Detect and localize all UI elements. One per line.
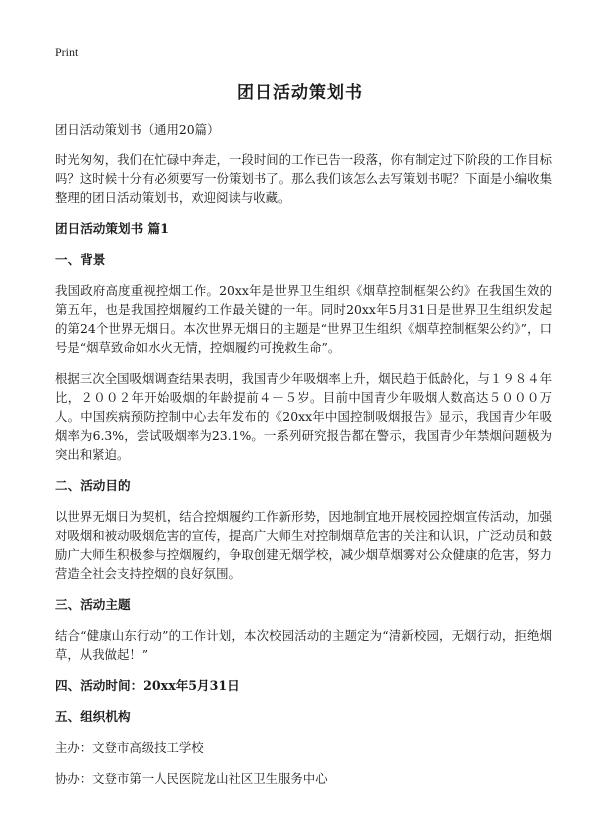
intro-paragraph: 时光匆匆，我们在忙碌中奔走，一段时间的工作已告一段落，你有制定过下阶段的工作目标吗？这时候十分有必须要写一份策划书了。那么我们该怎么去写策划书呢？下面是小编收集整理的团日活动策划书，欢迎阅读与收藏。 — [55, 152, 552, 205]
section-heading-organization: 五、组织机构 — [55, 709, 131, 724]
organization-host: 主办：文登市高级技工学校 — [55, 740, 204, 755]
section-heading-background: 一、背景 — [55, 252, 106, 267]
theme-paragraph: 结合“健康山东行动”的工作计划，本次校园活动的主题定为“清新校园，无烟行动，拒绝烟草，从我做起！” — [55, 628, 552, 662]
print-link[interactable]: Print — [55, 45, 79, 59]
document-subtitle: 团日活动策划书（通用20篇） — [55, 122, 220, 137]
organization-co-host: 协办：文登市第一人民医院龙山社区卫生服务中心 — [55, 771, 328, 786]
document-body — [55, 120, 552, 800]
section-heading-time: 四、活动时间：20xx年5月31日 — [55, 678, 240, 693]
purpose-paragraph: 以世界无烟日为契机，结合控烟履约工作新形势，因地制宜地开展校园控烟宣传活动，加强对吸烟和被动吸烟危害的宣传，提高广大师生对控制烟草危害的关注和认识，广泛动员和鼓励广大师生积极参与控烟履约，争取创建无烟学校，减少烟草烟雾对公众健康的危害，努力营造全社会支持控烟的良好氛围。 — [55, 509, 552, 581]
background-paragraph-2: 根据三次全国吸烟调查结果表明，我国青少年吸烟率上升，烟民趋于低龄化，与１９８４年比，２００２年开始吸烟的年龄提前４－５岁。目前中国青少年吸烟人数高达５０００万人。中国疾病预防控制中心去年发布的《20xx年中国控制吸烟报告》显示，我国青少年吸烟率为6.3%，尝试吸烟率为23.1%。一系列研究报告都在警示，我国青少年禁烟问题极为突出和紧迫。 — [55, 371, 552, 462]
section-heading-purpose: 二、活动目的 — [55, 478, 131, 493]
page-title: 团日活动策划书 — [237, 83, 363, 103]
background-paragraph-1: 我国政府高度重视控烟工作。20xx年是世界卫生组织《烟草控制框架公约》在我国生效的第五年，也是我国控烟履约工作最关键的一年。同时20xx年5月31日是世界卫生组织发起的第24个世界无烟日。本次世界无烟日的主题是“世界卫生组织《烟草控制框架公约》”，口号是“烟草致命如水火无情，控烟履约可挽救生命”。 — [55, 283, 552, 355]
part-heading: 团日活动策划书 篇1 — [55, 221, 169, 236]
section-heading-theme: 三、活动主题 — [55, 597, 131, 612]
